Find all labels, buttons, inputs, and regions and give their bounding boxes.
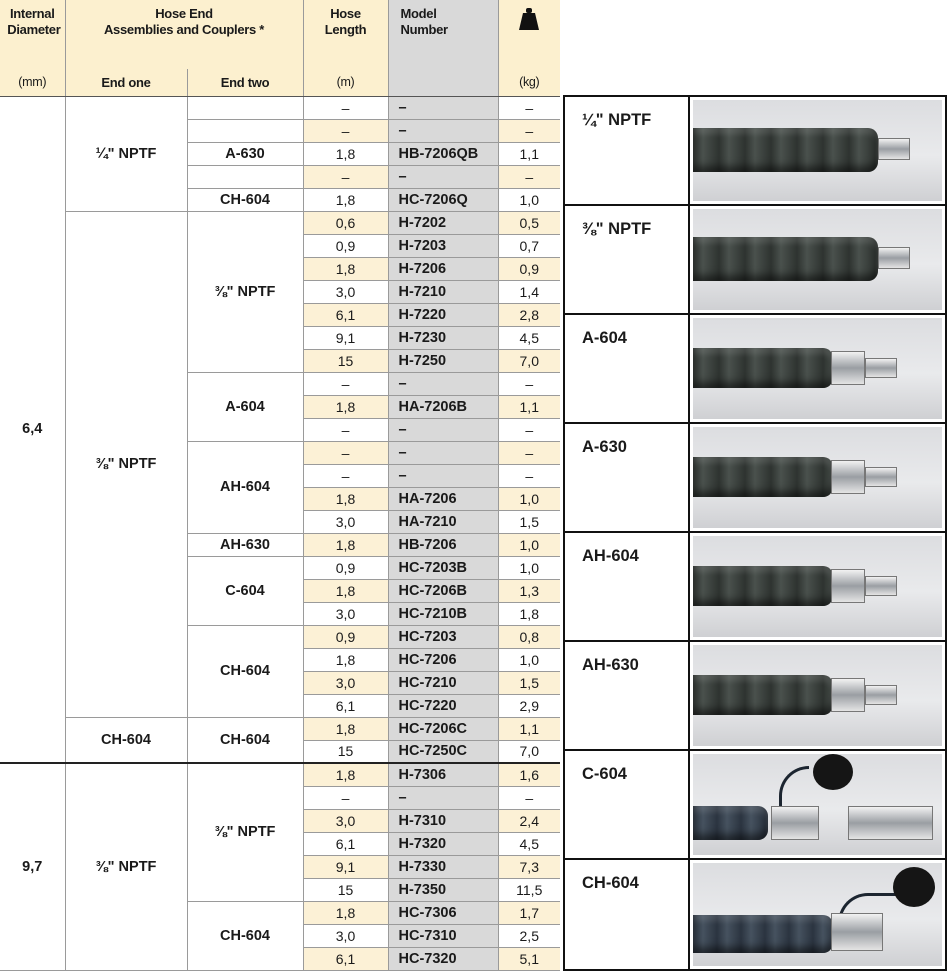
weight-cell: – (498, 441, 560, 464)
hose-length-cell: 1,8 (303, 487, 388, 510)
hose-length-cell: 6,1 (303, 694, 388, 717)
model-number-cell: – (388, 786, 498, 809)
hose-image (693, 915, 833, 953)
length-unit: (m) (303, 69, 388, 96)
weight-cell: – (498, 418, 560, 441)
end-two-cell: AH-630 (187, 533, 303, 556)
weight-cell: 1,8 (498, 602, 560, 625)
hose-length-cell: – (303, 96, 388, 119)
model-number-cell: H-7206 (388, 257, 498, 280)
diameter-unit: (mm) (0, 69, 65, 96)
table-body (0, 96, 560, 970)
fitting-card (565, 642, 945, 751)
weight-cell: 1,5 (498, 671, 560, 694)
weight-cell: – (498, 464, 560, 487)
weight-cell: 7,0 (498, 740, 560, 763)
hose-length-cell: 9,1 (303, 326, 388, 349)
end-one-header: End one (65, 69, 187, 96)
assemblies-label: Assemblies and Couplers * (103, 22, 265, 37)
model-number-cell: – (388, 372, 498, 395)
coupler-tip-image (865, 576, 897, 596)
hose-length-cell: 6,1 (303, 832, 388, 855)
hose-length-cell: 1,8 (303, 648, 388, 671)
model-number-cell: HC-7220 (388, 694, 498, 717)
internal-diameter-label: Internal Diameter (7, 6, 61, 37)
model-number-cell: HC-7320 (388, 947, 498, 970)
fitting-photo-panel (563, 95, 947, 971)
hose-length-cell: 1,8 (303, 901, 388, 924)
hose-length-cell: 0,9 (303, 556, 388, 579)
end-two-cell: CH-604 (187, 625, 303, 717)
internal-diameter-cell: 9,7 (0, 763, 65, 970)
end-two-cell: CH-604 (187, 901, 303, 970)
fitting-photo (693, 209, 942, 310)
model-number-cell: H-7220 (388, 303, 498, 326)
model-number-cell: H-7350 (388, 878, 498, 901)
weight-cell: 1,1 (498, 395, 560, 418)
weight-cell: 7,0 (498, 349, 560, 372)
hose-length-cell: 6,1 (303, 947, 388, 970)
hose-image (693, 348, 833, 388)
hose-length-cell: 0,9 (303, 625, 388, 648)
hose-length-label: Hose Length (324, 6, 367, 37)
fitting-photo (693, 427, 942, 528)
hose-length-cell: 9,1 (303, 855, 388, 878)
weight-cell: 11,5 (498, 878, 560, 901)
hose-image (693, 566, 833, 606)
model-number-cell: HC-7206C (388, 717, 498, 740)
hose-length-header (303, 0, 388, 69)
weight-cell: 1,1 (498, 717, 560, 740)
hose-length-cell: 15 (303, 878, 388, 901)
hose-length-cell: 0,9 (303, 234, 388, 257)
hose-image (693, 237, 878, 281)
hose-length-cell: 15 (303, 349, 388, 372)
fitting-photo (693, 100, 942, 201)
hose-length-cell: 3,0 (303, 510, 388, 533)
weight-cell: – (498, 372, 560, 395)
hose-length-cell: 1,8 (303, 579, 388, 602)
weight-cell: 5,1 (498, 947, 560, 970)
coupler-tip-image (865, 358, 897, 378)
model-number-cell: H-7210 (388, 280, 498, 303)
end-two-cell: ⅜" NPTF (187, 763, 303, 901)
hose-end-label: Hose End (155, 6, 213, 21)
weight-cell: 1,0 (498, 188, 560, 211)
weight-cell: – (498, 96, 560, 119)
hose-image (693, 806, 768, 840)
weight-cell: – (498, 165, 560, 188)
coupler-tip-image (865, 685, 897, 705)
model-number-cell: – (388, 441, 498, 464)
dust-cap-image (813, 754, 853, 790)
weight-header (498, 0, 560, 69)
hose-length-cell: 6,1 (303, 303, 388, 326)
hose-length-cell: – (303, 786, 388, 809)
weight-cell: 0,8 (498, 625, 560, 648)
model-number-cell: H-7320 (388, 832, 498, 855)
fitting-label: A-630 (565, 424, 690, 531)
hose-length-cell: – (303, 119, 388, 142)
coupler-tip-image (865, 467, 897, 487)
weight-cell: 1,0 (498, 533, 560, 556)
model-number-cell: H-7310 (388, 809, 498, 832)
coupler-image (848, 806, 933, 840)
hose-length-cell: 1,8 (303, 142, 388, 165)
weight-cell: 1,0 (498, 487, 560, 510)
fitting-photo (693, 318, 942, 419)
weight-cell: 1,1 (498, 142, 560, 165)
weight-cell: 2,4 (498, 809, 560, 832)
model-number-cell: – (388, 119, 498, 142)
hose-length-cell: 1,8 (303, 717, 388, 740)
model-number-cell: H-7202 (388, 211, 498, 234)
weight-cell: 1,6 (498, 763, 560, 786)
end-two-cell (187, 96, 303, 119)
model-number-cell: HB-7206QB (388, 142, 498, 165)
fitting-label: AH-630 (565, 642, 690, 749)
hose-length-cell: – (303, 165, 388, 188)
hose-length-cell: 3,0 (303, 809, 388, 832)
weight-cell: 4,5 (498, 326, 560, 349)
hose-length-cell: 3,0 (303, 671, 388, 694)
internal-diameter-header (0, 0, 65, 69)
fitting-label: C-604 (565, 751, 690, 858)
weight-cell: 2,9 (498, 694, 560, 717)
fitting-label: A-604 (565, 315, 690, 422)
model-number-cell: H-7306 (388, 763, 498, 786)
fitting-label: CH-604 (565, 860, 690, 969)
coupler-image (831, 913, 883, 951)
hose-length-cell: 1,8 (303, 188, 388, 211)
weight-cell: – (498, 786, 560, 809)
nptf-fitting-image (878, 138, 910, 160)
fitting-card (565, 97, 945, 206)
hose-length-cell: 1,8 (303, 257, 388, 280)
hose-image (693, 457, 833, 497)
hose-length-cell: 3,0 (303, 924, 388, 947)
weight-cell: 1,0 (498, 648, 560, 671)
table-row (0, 763, 560, 786)
hose-image (693, 128, 878, 172)
model-number-cell: H-7230 (388, 326, 498, 349)
model-number-label: Model Number (400, 6, 448, 37)
dust-cap-image (893, 867, 935, 907)
end-one-cell: ⅜" NPTF (65, 763, 187, 970)
internal-diameter-cell: 6,4 (0, 96, 65, 763)
model-number-cell: H-7330 (388, 855, 498, 878)
end-two-cell: CH-604 (187, 188, 303, 211)
hose-image (693, 675, 833, 715)
weight-cell: 2,8 (498, 303, 560, 326)
model-number-cell: HC-7210 (388, 671, 498, 694)
coupler-image (771, 806, 819, 840)
hose-length-cell: 1,8 (303, 763, 388, 786)
model-number-cell: HC-7250C (388, 740, 498, 763)
weight-cell: 7,3 (498, 855, 560, 878)
end-two-cell: A-604 (187, 372, 303, 441)
weight-cell: 1,7 (498, 901, 560, 924)
fitting-label: ⅜" NPTF (565, 206, 690, 313)
hose-length-cell: 0,6 (303, 211, 388, 234)
model-unit (388, 69, 498, 96)
model-number-cell: HC-7210B (388, 602, 498, 625)
model-number-cell: – (388, 165, 498, 188)
model-number-cell: HC-7203B (388, 556, 498, 579)
weight-cell: 0,5 (498, 211, 560, 234)
model-number-cell: HC-7306 (388, 901, 498, 924)
weight-cell: 2,5 (498, 924, 560, 947)
hose-length-cell: – (303, 441, 388, 464)
model-number-cell: HC-7206Q (388, 188, 498, 211)
hose-length-cell: 15 (303, 740, 388, 763)
end-one-cell: ⅜" NPTF (65, 211, 187, 717)
model-number-cell: HA-7210 (388, 510, 498, 533)
end-two-cell: A-630 (187, 142, 303, 165)
weight-cell: 1,5 (498, 510, 560, 533)
fitting-card (565, 533, 945, 642)
weight-unit: (kg) (498, 69, 560, 96)
end-two-cell (187, 165, 303, 188)
hose-length-cell: 3,0 (303, 602, 388, 625)
fitting-card (565, 315, 945, 424)
hose-length-cell: – (303, 372, 388, 395)
model-number-cell: HC-7206B (388, 579, 498, 602)
weight-icon (519, 8, 539, 30)
hose-end-header (65, 0, 303, 69)
end-one-cell: CH-604 (65, 717, 187, 763)
model-number-cell: H-7250 (388, 349, 498, 372)
model-number-cell: – (388, 96, 498, 119)
hose-length-cell: 3,0 (303, 280, 388, 303)
weight-cell: 4,5 (498, 832, 560, 855)
coupler-body-image (831, 460, 865, 494)
fitting-photo (693, 754, 942, 855)
end-two-cell: ⅜" NPTF (187, 211, 303, 372)
weight-cell: 1,0 (498, 556, 560, 579)
model-number-header (388, 0, 498, 69)
hose-length-cell: – (303, 418, 388, 441)
model-number-cell: HC-7310 (388, 924, 498, 947)
model-number-cell: H-7203 (388, 234, 498, 257)
end-one-cell: ¼" NPTF (65, 96, 187, 211)
coupler-body-image (831, 678, 865, 712)
fitting-photo (693, 863, 942, 966)
model-number-cell: HC-7203 (388, 625, 498, 648)
model-number-cell: – (388, 418, 498, 441)
weight-cell: 1,4 (498, 280, 560, 303)
table-row (0, 211, 560, 234)
end-two-cell: CH-604 (187, 717, 303, 763)
model-number-cell: – (388, 464, 498, 487)
fitting-photo (693, 645, 942, 746)
fitting-label: AH-604 (565, 533, 690, 640)
fitting-card (565, 751, 945, 860)
fitting-card (565, 860, 945, 969)
fitting-card (565, 424, 945, 533)
table-row (0, 717, 560, 740)
hose-length-cell: 1,8 (303, 395, 388, 418)
end-two-cell: C-604 (187, 556, 303, 625)
model-number-cell: HB-7206 (388, 533, 498, 556)
model-number-cell: HC-7206 (388, 648, 498, 671)
end-two-cell (187, 119, 303, 142)
nptf-fitting-image (878, 247, 910, 269)
weight-cell: 0,7 (498, 234, 560, 257)
end-two-header: End two (187, 69, 303, 96)
model-number-cell: HA-7206 (388, 487, 498, 510)
fitting-photo (693, 536, 942, 637)
table-row (0, 96, 560, 119)
fitting-label: ¼" NPTF (565, 97, 690, 204)
fitting-card (565, 206, 945, 315)
coupler-body-image (831, 351, 865, 385)
weight-cell: – (498, 119, 560, 142)
hose-length-cell: 1,8 (303, 533, 388, 556)
weight-cell: 0,9 (498, 257, 560, 280)
end-two-cell: AH-604 (187, 441, 303, 533)
hose-length-cell: – (303, 464, 388, 487)
model-number-cell: HA-7206B (388, 395, 498, 418)
coupler-body-image (831, 569, 865, 603)
weight-cell: 1,3 (498, 579, 560, 602)
